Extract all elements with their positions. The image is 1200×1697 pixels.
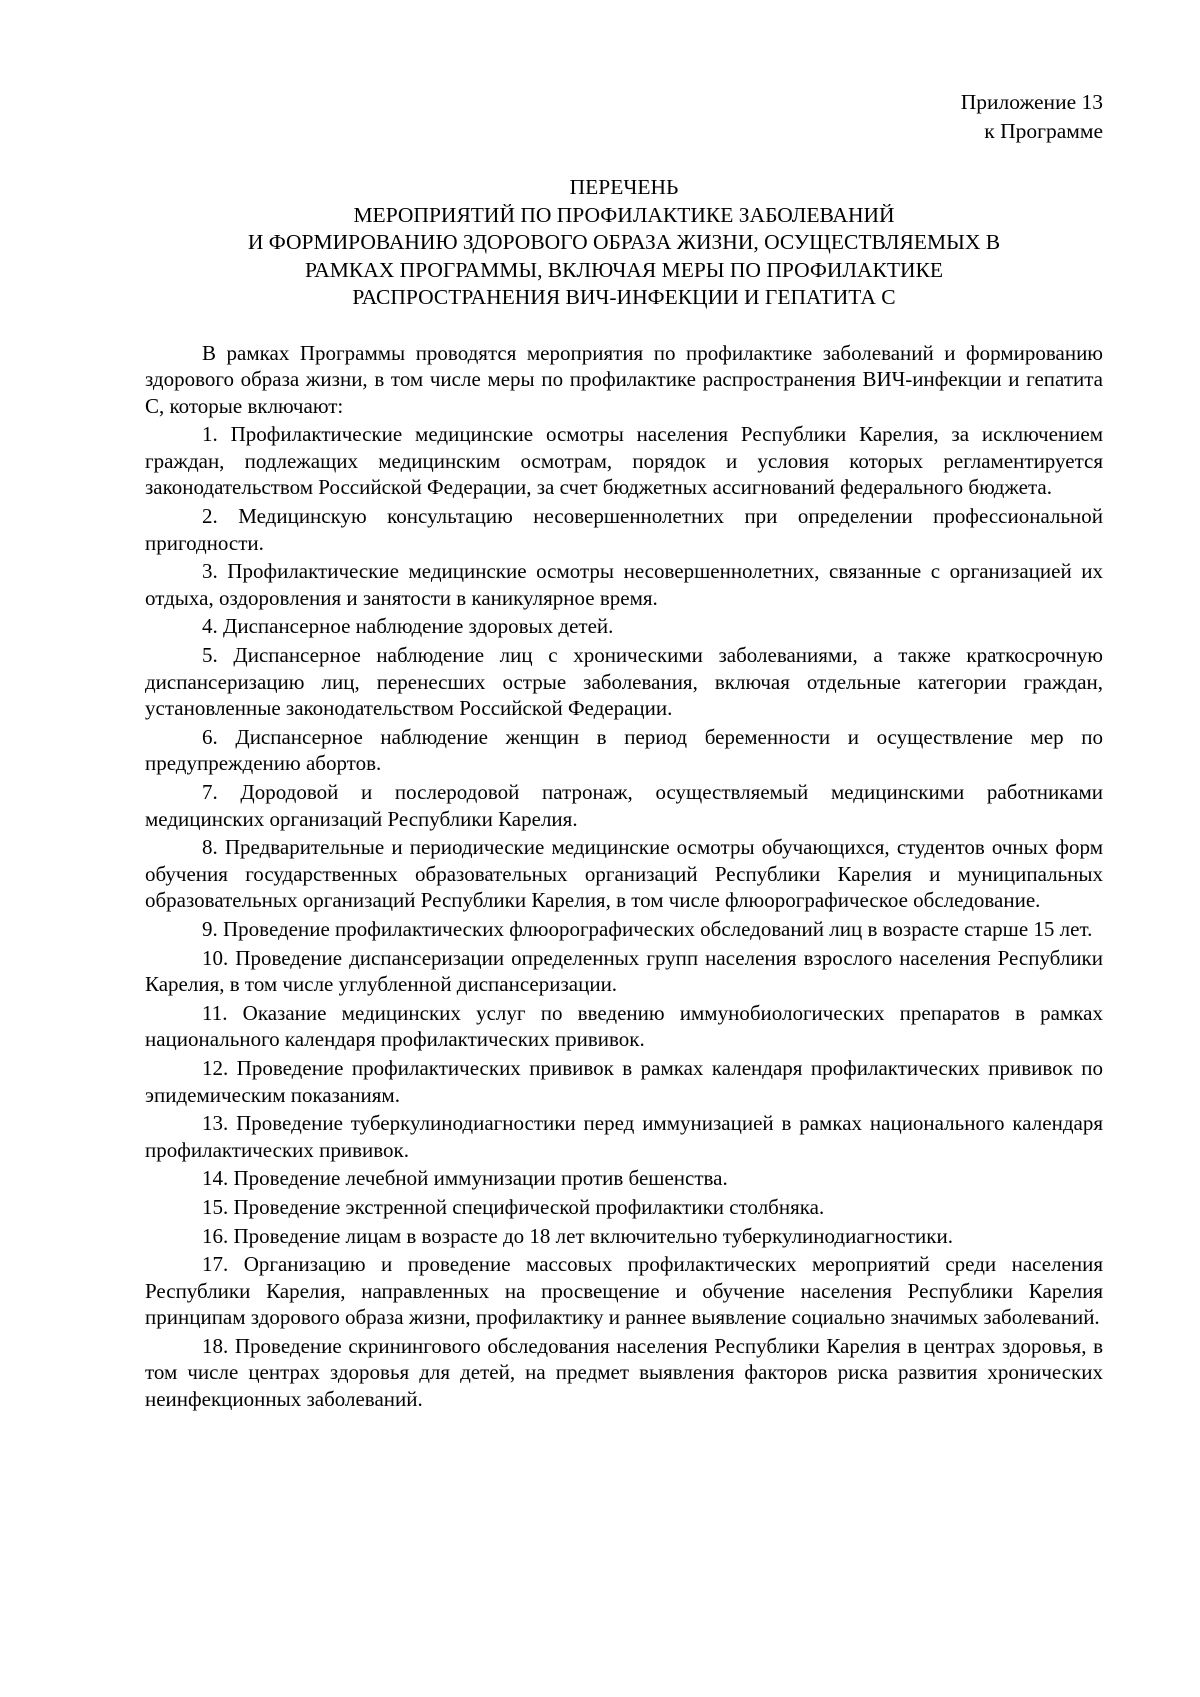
title-line: ПЕРЕЧЕНЬ [569, 175, 679, 199]
appendix-reference [145, 88, 1103, 146]
list-item: 6. Диспансерное наблюдение женщин в период беременности и осуществление мер по предупреждению абортов. [145, 724, 1103, 776]
appendix-number: Приложение 13 [960, 90, 1103, 114]
list-item: 2. Медицинскую консультацию несовершеннолетних при определении профессиональной пригодности. [145, 504, 1103, 555]
list-item: 10. Проведение диспансеризации определенных групп населения взрослого населения Республики Карелия, в том числе углубленной диспансеризации. [145, 945, 1103, 997]
document-title [145, 174, 1103, 312]
title-line: РАСПРОСТРАНЕНИЯ ВИЧ-ИНФЕКЦИИ И ГЕПАТИТА С [352, 285, 896, 309]
title-line: МЕРОПРИЯТИЙ ПО ПРОФИЛАКТИКЕ ЗАБОЛЕВАНИЙ [353, 202, 895, 227]
list-item: 18. Проведение скринингового обследования населения Республики Карелия в центрах здоровья, в том числе центрах здоровья для детей, на предмет выявления факторов риска развития хронических неинфекционных заболеваний. [145, 1333, 1103, 1412]
list-item: 14. Проведение лечебной иммунизации против бешенства. [202, 1166, 728, 1191]
list-item: 4. Диспансерное наблюдение здоровых детей. [202, 614, 614, 639]
intro-paragraph: В рамках Программы проводятся мероприятия по профилактике заболеваний и формированию здорового образа жизни, в том числе меры по профилактике распространения ВИЧ-инфекции и гепатита С, которые включают: [145, 340, 1103, 418]
title-line: И ФОРМИРОВАНИЮ ЗДОРОВОГО ОБРАЗА ЖИЗНИ, ОСУЩЕСТВЛЯЕМЫХ В [247, 230, 1001, 254]
list-item: 16. Проведение лицам в возрасте до 18 лет включительно туберкулинодиагностики. [202, 1223, 953, 1248]
title-line: РАМКАХ ПРОГРАММЫ, ВКЛЮЧАЯ МЕРЫ ПО ПРОФИЛАКТИКЕ [305, 257, 943, 282]
list-item: 11. Оказание медицинских услуг по введению иммунобиологических препаратов в рамках национального календаря профилактических прививок. [145, 1000, 1103, 1052]
list-item: 9. Проведение профилактических флюорографических обследований лиц в возрасте старше 15 лет. [202, 916, 1093, 941]
list-item: 15. Проведение экстренной специфической профилактики столбняка. [202, 1194, 825, 1219]
list-item: 8. Предварительные и периодические медицинские осмотры обучающихся, студентов очных форм обучения государственных образовательных организаций Республики Карелия и муниципальных образовательных организаций Республики Карелия, в том числе флюорографическое обследование. [145, 835, 1103, 913]
list-item: 7. Дородовой и послеродовой патронаж, осуществляемый медицинскими работниками медицинских организаций Республики Карелия. [145, 780, 1103, 831]
list-item: 5. Диспансерное наблюдение лиц с хроническими заболеваниями, а также краткосрочную диспансеризацию лиц, перенесших острые заболевания, включая отдельные категории граждан, установленные законодательством Российской Федерации. [145, 643, 1103, 721]
list-item: 13. Проведение туберкулинодиагностики перед иммунизацией в рамках национального календаря профилактических прививок. [145, 1111, 1103, 1162]
document-page [145, 88, 1103, 1415]
appendix-program: к Программе [984, 119, 1103, 143]
list-item: 17. Организацию и проведение массовых профилактических мероприятий среди населения Республики Карелия, направленных на просвещение и обучение населения Республики Карелия принципам здорового образа жизни, профилактику и раннее выявление социально значимых заболеваний. [145, 1252, 1103, 1330]
document-body [145, 340, 1103, 1413]
list-item: 3. Профилактические медицинские осмотры несовершеннолетних, связанные с организацией их отдыха, оздоровления и занятости в каникулярное время. [145, 559, 1103, 610]
list-item: 12. Проведение профилактических прививок в рамках календаря профилактических прививок по эпидемическим показаниям. [145, 1055, 1103, 1107]
list-item: 1. Профилактические медицинские осмотры населения Республики Карелия, за исключением граждан, подлежащих медицинским осмотрам, порядок и условия которых регламентируется законодательством Российской Федерации, за счет бюджетных ассигнований федерального бюджета. [145, 422, 1103, 500]
